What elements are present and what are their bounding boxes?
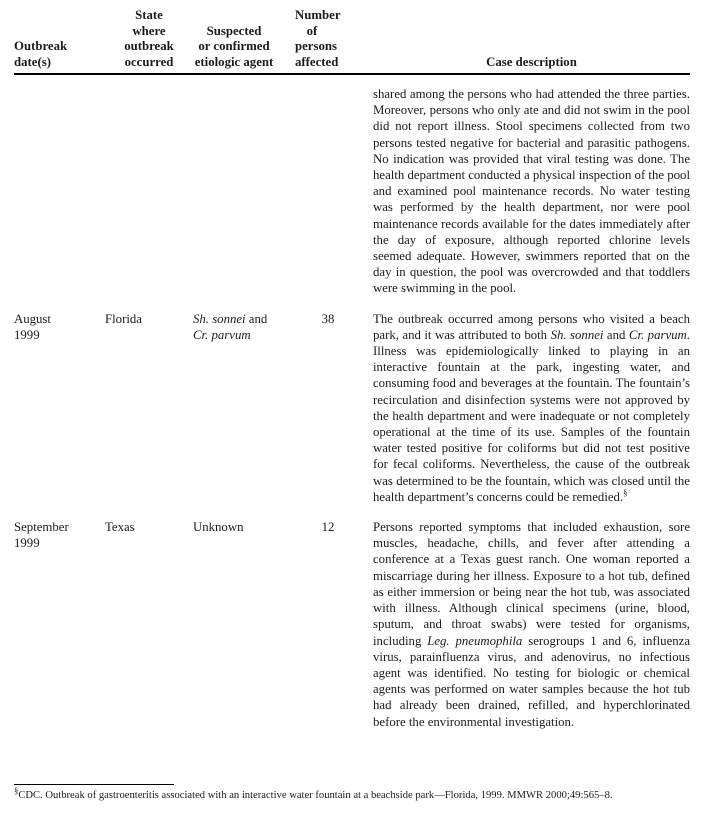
table-row — [14, 519, 690, 730]
cell-state: Texas — [105, 520, 135, 535]
header-line: Number — [295, 8, 341, 22]
header-line: where — [132, 23, 166, 38]
header-line: Outbreak — [14, 39, 68, 53]
footnote-separator — [14, 784, 174, 785]
cell-description: The outbreak occurred among persons who visited a beach park, and it was attributed to both Sh. sonnei and Cr. parvum. Illness was epidemiologically linked to playing in an interactive fountain at the park, ingesting water, and consuming food and beverages at the fountain. The fountain’s recirculation and disinfection systems were not approved by the health department and were inadequate or not completely operational at the time of its use. Samples of the fountain water tested positive for coliforms but did not test positive for fecal coliforms. Nevertheless, the cause of the outbreak was determined to be the fountain, which was closed until the health department’s concerns could be remedied.§ — [373, 311, 690, 504]
cell-number: 12 — [321, 520, 335, 535]
footnote-text: CDC. Outbreak of gastroenteritis associated with an interactive water fountain at a beachside park—Florida, 1999. MMWR 2000;49:565–8. — [18, 790, 613, 801]
footnote-block — [14, 784, 690, 802]
table-row — [14, 86, 690, 297]
cell-description: shared among the persons who had attended the three parties. Moreover, persons who only ate and did not swim in the pool did not report illness. Stool specimens collected from two persons tested negative for bacterial and parasitic pathogens. No indication was provided that viral testing was done. The health department conducted a physical inspection of the pool and examined pool maintenance records. No water testing was performed by the health department, nor were pool maintenance records available for the dates immediately after the day of exposure, although reported chlorine levels seemed adequate. However, swimmers reported that on the day in question, the pool was overcrowded and that toddlers were swimming in the pool. — [373, 87, 690, 296]
cell-agent: Sh. sonnei and Cr. parvum — [193, 311, 268, 342]
cell-date — [14, 86, 105, 297]
footnote — [14, 785, 690, 802]
header-line: State — [135, 8, 163, 22]
header-etiologic-agent — [193, 24, 295, 71]
header-line: Case description — [486, 54, 577, 69]
header-line: date(s) — [14, 54, 51, 69]
cell-number: 38 — [321, 311, 335, 326]
table-row — [14, 311, 690, 505]
cell-date: September 1999 — [14, 520, 69, 551]
cell-state: Florida — [105, 311, 142, 326]
table-header — [14, 8, 690, 75]
cell-state — [105, 86, 193, 297]
table-body — [14, 86, 690, 730]
header-line: or confirmed — [198, 39, 270, 53]
header-line: outbreak — [124, 39, 174, 53]
header-line: of persons — [295, 23, 337, 53]
cell-date: August 1999 — [14, 311, 51, 342]
header-persons-affected — [295, 8, 365, 70]
cell-number — [295, 86, 365, 297]
header-case-description — [365, 55, 690, 71]
header-line: affected — [295, 54, 339, 69]
cell-agent — [193, 86, 295, 297]
footnote-marker: § — [14, 785, 19, 796]
cell-description: Persons reported symptoms that included exhaustion, sore muscles, headache, chills, and fever after attending a conference at a Texas guest ranch. One woman reported a miscarriage during her illness. Exposure to a hot tub, defined as either immersion or being near the hot tub, was associated with illness. Although clinical specimens (urine, blood, sputum, and throat swabs) were tested for organisms, including Leg. pneumophila serogroups 1 and 6, influenza virus, parainfluenza virus, and adenovirus, no infectious agent was identified. No testing for biologic or chemical agents was performed on water samples because the hot tub had already been drained, refilled, and hyperchlorinated before the environmental investigation. — [373, 520, 691, 729]
header-line: etiologic agent — [194, 54, 274, 69]
header-outbreak-date — [14, 39, 105, 70]
header-state — [105, 8, 193, 70]
cell-agent: Unknown — [193, 520, 244, 535]
header-line: occurred — [124, 54, 174, 69]
header-line: Suspected — [206, 23, 262, 38]
